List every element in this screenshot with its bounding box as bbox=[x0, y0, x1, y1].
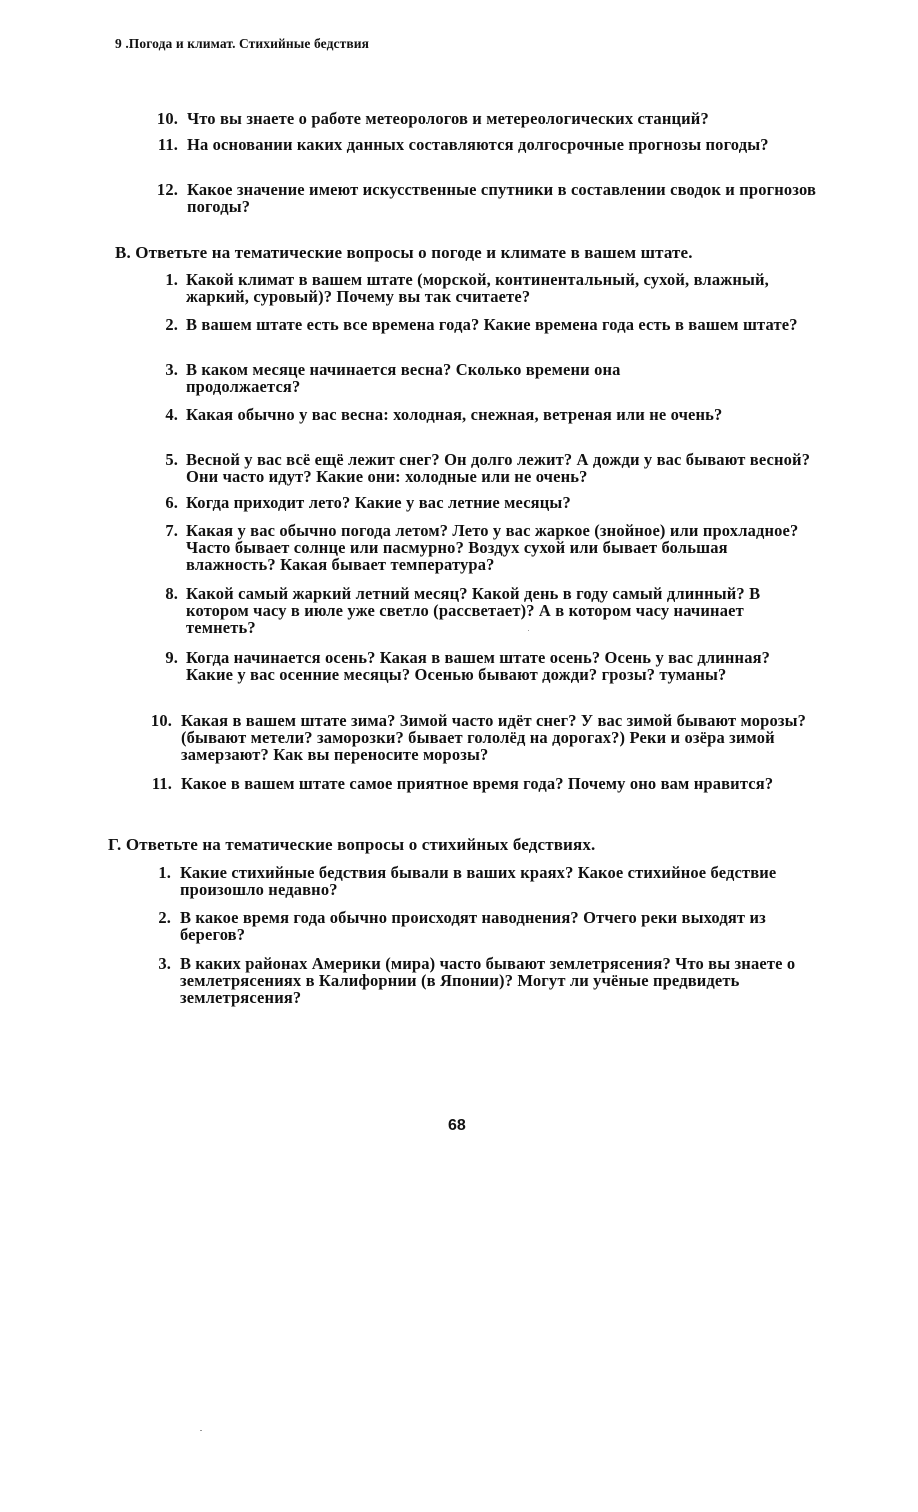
question-number: 4. bbox=[165, 405, 178, 424]
question-text: Что вы знаете о работе метеорологов и метереологических станций? bbox=[187, 109, 709, 128]
question-item bbox=[0, 712, 918, 763]
question-text: Какой климат в вашем штате (морской, континентальный, сухой, влажный, жаркий, суровый)? Почему вы так считаете? bbox=[186, 270, 769, 306]
question-number: 8. bbox=[165, 584, 178, 603]
question-item bbox=[0, 955, 918, 1006]
section-heading: Г. Ответьте на тематические вопросы о стихийных бедствиях. bbox=[108, 835, 596, 854]
question-number: 2. bbox=[158, 908, 171, 927]
question-item bbox=[0, 585, 918, 636]
question-item bbox=[0, 649, 918, 683]
question-number: 10. bbox=[156, 109, 178, 128]
question-text: Какое в вашем штате самое приятное время года? Почему оно вам нравится? bbox=[181, 774, 774, 793]
question-number: 1. bbox=[158, 863, 171, 882]
question-text: Какие стихийные бедствия бывали в ваших краях? Какое стихийное бедствие произошло недавно? bbox=[180, 863, 777, 899]
question-item bbox=[0, 181, 918, 215]
page-number: 68 bbox=[448, 1117, 466, 1134]
question-number: 3. bbox=[158, 954, 171, 973]
question-text: Какой самый жаркий летний месяц? Какой день в году самый длинный? В котором часу в июле уже светло (рассветает)? А в котором часу начинает темнеть? bbox=[186, 584, 761, 637]
question-text: Весной у вас всё ещё лежит снег? Он долго лежит? А дожди у вас бывают весной? Они часто идут? Какие они: холодные или не очень? bbox=[186, 450, 811, 486]
question-number: 10. bbox=[150, 711, 172, 730]
question-item bbox=[0, 864, 918, 898]
question-number: 11. bbox=[151, 774, 172, 793]
question-text: В каких районах Америки (мира) часто бывают землетрясения? Что вы знаете о землетрясениях в Калифорнии (в Японии)? Могут ли учёные предвидеть землетрясения? bbox=[180, 954, 796, 1007]
question-text: В каком месяце начинается весна? Сколько времени она продолжается? bbox=[186, 360, 621, 396]
running-header: 9 .Погода и климат. Стихийные бедствия bbox=[115, 36, 369, 51]
question-item bbox=[0, 775, 918, 792]
question-text: Какое значение имеют искусственные спутники в составлении сводок и прогнозов погоды? bbox=[187, 180, 817, 216]
question-item bbox=[0, 110, 918, 127]
question-item bbox=[0, 361, 918, 395]
question-number: 6. bbox=[165, 493, 178, 512]
question-number: 12. bbox=[156, 180, 178, 199]
question-number: 3. bbox=[165, 360, 178, 379]
question-item bbox=[0, 316, 918, 333]
scan-speck bbox=[200, 1430, 202, 1431]
section-heading: В. Ответьте на тематические вопросы о погоде и климате в вашем штате. bbox=[115, 243, 693, 262]
question-number: 7. bbox=[165, 521, 178, 540]
scan-speck bbox=[528, 630, 529, 631]
question-number: 5. bbox=[165, 450, 178, 469]
question-item bbox=[0, 406, 918, 423]
question-text: Какая обычно у вас весна: холодная, снежная, ветреная или не очень? bbox=[186, 405, 723, 424]
question-text: В какое время года обычно происходят наводнения? Отчего реки выходят из берегов? bbox=[180, 908, 766, 944]
question-text: На основании каких данных составляются долгосрочные прогнозы погоды? bbox=[187, 135, 769, 154]
question-number: 1. bbox=[165, 270, 178, 289]
question-text: Когда начинается осень? Какая в вашем штате осень? Осень у вас длинная? Какие у вас осенние месяцы? Осенью бывают дожди? грозы? туманы? bbox=[186, 648, 771, 684]
question-text: Когда приходит лето? Какие у вас летние месяцы? bbox=[186, 493, 571, 512]
question-text: Какая у вас обычно погода летом? Лето у вас жаркое (знойное) или прохладное? Часто бывает солнце или пасмурно? Воздух сухой или бывает большая влажность? Какая бывает температура? bbox=[186, 521, 799, 574]
question-number: 9. bbox=[165, 648, 178, 667]
question-item bbox=[0, 494, 918, 511]
question-item bbox=[0, 451, 918, 485]
question-text: Какая в вашем штате зима? Зимой часто идёт снег? У вас зимой бывают морозы? (бывают метели? заморозки? бывает гололёд на дорогах?) Реки и озёра зимой замерзают? Как вы переносите морозы? bbox=[181, 711, 807, 764]
question-item bbox=[0, 522, 918, 573]
question-item bbox=[0, 909, 918, 943]
question-text: В вашем штате есть все времена года? Какие времена года есть в вашем штате? bbox=[186, 315, 798, 334]
question-item bbox=[0, 136, 918, 153]
question-number: 2. bbox=[165, 315, 178, 334]
question-number: 11. bbox=[157, 135, 178, 154]
question-item bbox=[0, 271, 918, 305]
